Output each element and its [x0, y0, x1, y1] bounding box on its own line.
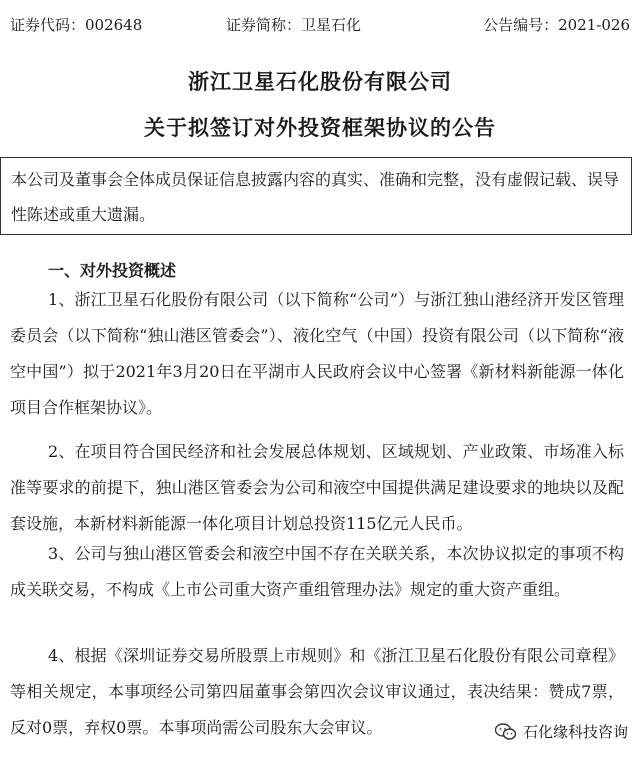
- paragraph-3: 3、公司与独山港区管委会和液空中国不存在关联关系，本次协议拟定的事项不构成关联交易，不构成《上市公司重大资产重组管理办法》规定的重大资产重组。: [10, 544, 624, 599]
- security-abbreviation: 证券简称：卫星石化: [226, 16, 362, 34]
- company-name: 浙江卫星石化股份有限公司: [188, 70, 452, 94]
- paragraph-4: 4、根据《深圳证券交易所股票上市规则》和《浙江卫星石化股份有限公司章程》等相关规定，本事项经公司第四届董事会第四次会议审议通过，表决结果：赞成7票，反对0票，弃权0票。本事项尚需公司股东大会审议。: [10, 646, 624, 737]
- notice-number: 公告编号：2021-026: [483, 16, 630, 34]
- wechat-icon: [495, 723, 517, 741]
- section-heading: 一、对外投资概述: [48, 261, 177, 280]
- paragraph-1: 1、浙江卫星石化股份有限公司（以下简称“公司”）与浙江独山港经济开发区管理委员会（以下简称“独山港区管委会”）、液化空气（中国）投资有限公司（以下简称“液空中国”）拟于2021年3月20日在平湖市人民政府会议中心签署《新材料新能源一体化项目合作框架协议》。: [10, 290, 624, 417]
- notice-title: 关于拟签订对外投资框架协议的公告: [144, 116, 496, 140]
- watermark-text: 石化缘科技咨询: [522, 723, 628, 741]
- header-row: [10, 14, 630, 36]
- disclaimer-box: 本公司及董事会全体成员保证信息披露内容的真实、准确和完整，没有虚假记载、误导性陈述或重大遗漏。: [0, 157, 632, 235]
- watermark: [491, 719, 632, 744]
- security-code: 证券代码：002648: [10, 16, 143, 34]
- paragraph-2: 2、在项目符合国民经济和社会发展总体规划、区域规划、产业政策、市场准入标准等要求的前提下，独山港区管委会为公司和液空中国提供满足建设要求的地块以及配套设施，本新材料新能源一体化项目计划总投资115亿元人民币。: [10, 442, 624, 533]
